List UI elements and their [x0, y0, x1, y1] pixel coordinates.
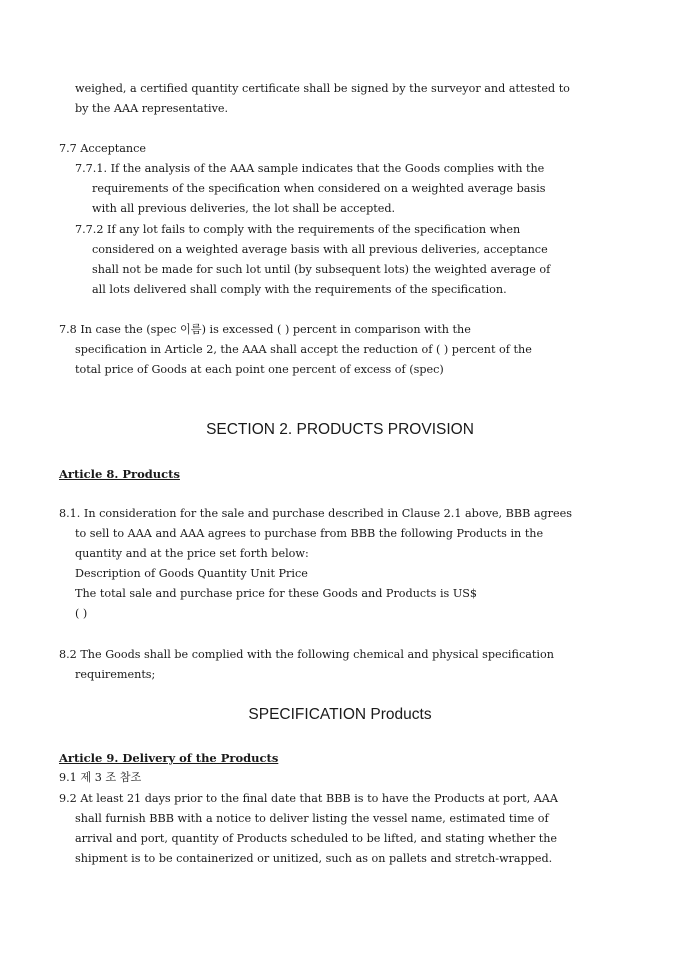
article-title: Article 8. Products — [59, 467, 180, 481]
paragraph-line: ( ) — [75, 607, 88, 620]
paragraph-line: shipment is to be containerized or unitized, such as on pallets and stretch-wrapped. — [75, 852, 553, 865]
specification-heading: SPECIFICATION Products — [248, 706, 432, 723]
paragraph-line: 7.8 In case the (spec 이름) is excessed ( ) percent in comparison with the — [59, 323, 471, 336]
article-title: Article 9. Delivery of the Products — [59, 751, 279, 765]
paragraph-line: 9.1 제 3 조 참조 — [59, 771, 142, 784]
paragraph-line: arrival and port, quantity of Products scheduled to be lifted, and stating whether the — [75, 832, 558, 845]
section-heading: SECTION 2. PRODUCTS PROVISION — [206, 421, 474, 438]
paragraph-line: total price of Goods at each point one percent of excess of (spec) — [75, 363, 444, 376]
paragraph-line: specification in Article 2, the AAA shall accept the reduction of ( ) percent of the — [75, 343, 532, 356]
clause-heading: 7.7 Acceptance — [59, 142, 146, 155]
paragraph-line: The total sale and purchase price for these Goods and Products is US$ — [75, 587, 478, 600]
paragraph-line: considered on a weighted average basis with all previous deliveries, acceptance — [92, 243, 548, 256]
paragraph-line: to sell to AAA and AAA agrees to purchase from BBB the following Products in the — [75, 527, 544, 540]
paragraph-line: all lots delivered shall comply with the requirements of the specification. — [92, 283, 507, 296]
paragraph-line: weighed, a certified quantity certificate shall be signed by the surveyor and attested to — [75, 82, 570, 95]
paragraph-line: with all previous deliveries, the lot shall be accepted. — [92, 202, 396, 215]
paragraph-line: requirements of the specification when considered on a weighted average basis — [92, 182, 546, 195]
paragraph-line: by the AAA representative. — [75, 102, 229, 115]
paragraph-line: shall not be made for such lot until (by subsequent lots) the weighted average of — [92, 263, 551, 276]
paragraph-line: 8.2 The Goods shall be complied with the following chemical and physical specification — [59, 648, 554, 661]
paragraph-line: 8.1. In consideration for the sale and purchase described in Clause 2.1 above, BBB agrees — [59, 507, 573, 520]
paragraph-line: 7.7.1. If the analysis of the AAA sample indicates that the Goods complies with the — [75, 162, 545, 175]
paragraph-line: 7.7.2 If any lot fails to comply with the requirements of the specification when — [75, 223, 521, 236]
paragraph-line: shall furnish BBB with a notice to deliver listing the vessel name, estimated time of — [75, 812, 549, 825]
paragraph-line: requirements; — [75, 668, 156, 681]
paragraph-line: quantity and at the price set forth below: — [75, 547, 309, 560]
paragraph-line: 9.2 At least 21 days prior to the final date that BBB is to have the Products at port, AAA — [59, 792, 558, 805]
paragraph-line: Description of Goods Quantity Unit Price — [75, 567, 308, 580]
